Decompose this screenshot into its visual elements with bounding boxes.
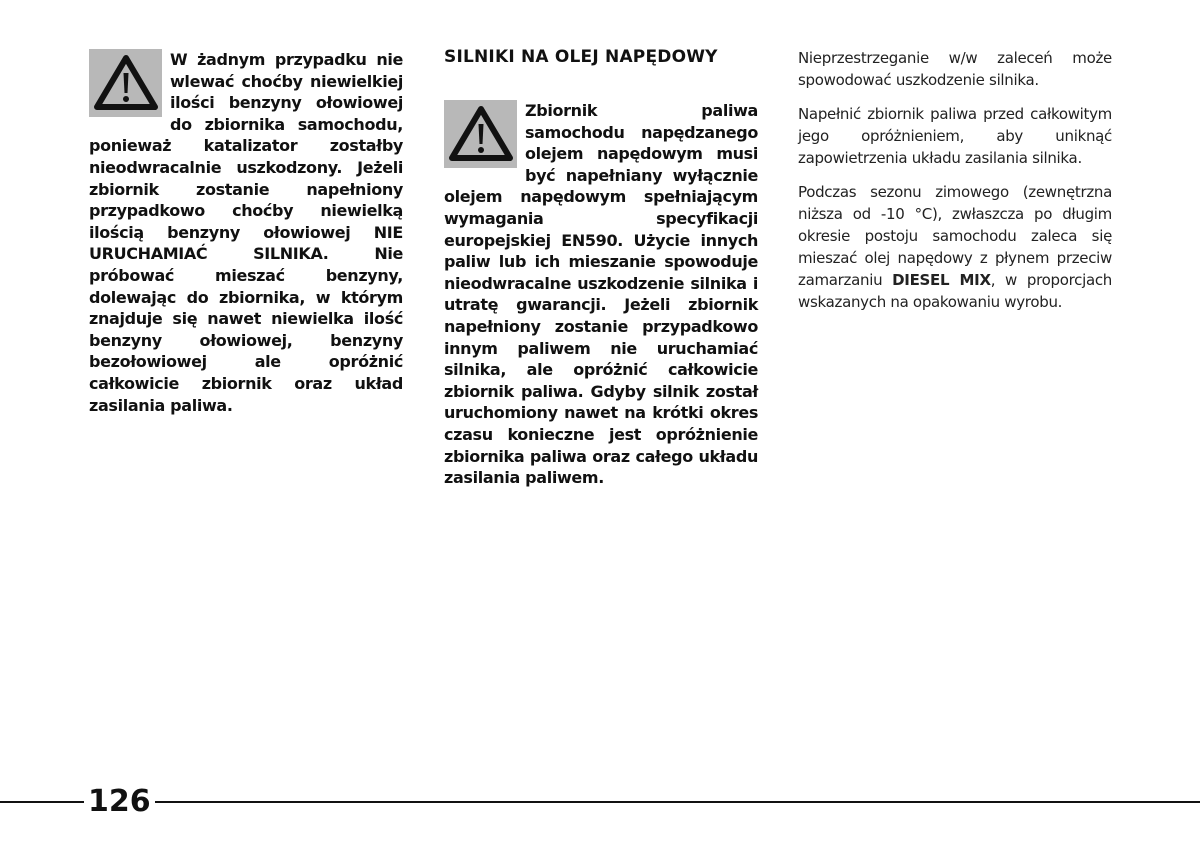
section-heading: SILNIKI NA OLEJ NAPĘDOWY (444, 47, 718, 67)
warning-text-tail: . Nie próbować mieszać benzyny, dolewając do zbiornika, w którym znajduje się nawet niewielka ilość benzyny ołowiowej, benzyny bezołowiowej ale opróżnić całkowicie zbiornik oraz układ zasilania paliwa. (89, 244, 403, 415)
warning-text-lead: W żadnym przypadku nie wlewać choćby niewielkiej ilości benzyny ołowiowej do zbiornika samochodu, ponieważ katalizator zostałby nieodwracalnie uszkodzony. Jeżeli zbiornik zostanie napełniony przypadkowo choćby niewielką ilością benzyny ołowiowej (89, 50, 403, 242)
footer-rule (0, 801, 1200, 803)
paragraph-winter-note (798, 181, 1112, 313)
warning-triangle-icon (93, 53, 159, 113)
warning-text-caps: NIE URUCHAMIAĆ SILNIKA (89, 222, 403, 264)
winter-note-lead: Podczas sezonu zimowego (zewnętrzna niższa od -10 °C), zwłaszcza po długim okresie postoju samochodu zaleca się mieszać olej napędowy z płynem przeciw zamarzaniu (798, 183, 1112, 289)
warning-triangle-icon (448, 104, 514, 164)
warning-box (89, 49, 162, 117)
left-column (89, 49, 403, 416)
product-name: DIESEL MIX (892, 271, 991, 289)
page-number: 126 (84, 784, 155, 820)
middle-column (444, 47, 758, 489)
winter-note-tail: , w proporcjach wskazanych na opakowaniu wyrobu. (798, 271, 1112, 311)
warning-box (444, 100, 517, 168)
warning-diesel-fuel: Zbiornik paliwa samochodu napędzanego olejem napędowym musi być napełniany wyłącznie olejem napędowym spełniającym wymagania specyfikacji europejskiej EN590. Użycie innych paliw lub ich mieszanie spowoduje nieodwracalne uszkodzenie silnika i utratę gwarancji. Jeżeli zbiornik napełniony zostanie przypadkowo innym paliwem nie uruchamiać silnika, ale opróżnić całkowicie zbiornik paliwa. Gdyby silnik został uruchomiony nawet na krótki okres czasu konieczne jest opróżnienie zbiornika paliwa oraz całego układu zasilania paliwem. (444, 101, 758, 488)
paragraph-damage-note: Nieprzestrzeganie w/w zaleceń może spowodować uszkodzenie silnika. (798, 49, 1112, 89)
right-column (798, 47, 1112, 325)
paragraph-refuel-note: Napełnić zbiornik paliwa przed całkowitym jego opróżnieniem, aby uniknąć zapowietrzenia układu zasilania silnika. (798, 105, 1112, 167)
